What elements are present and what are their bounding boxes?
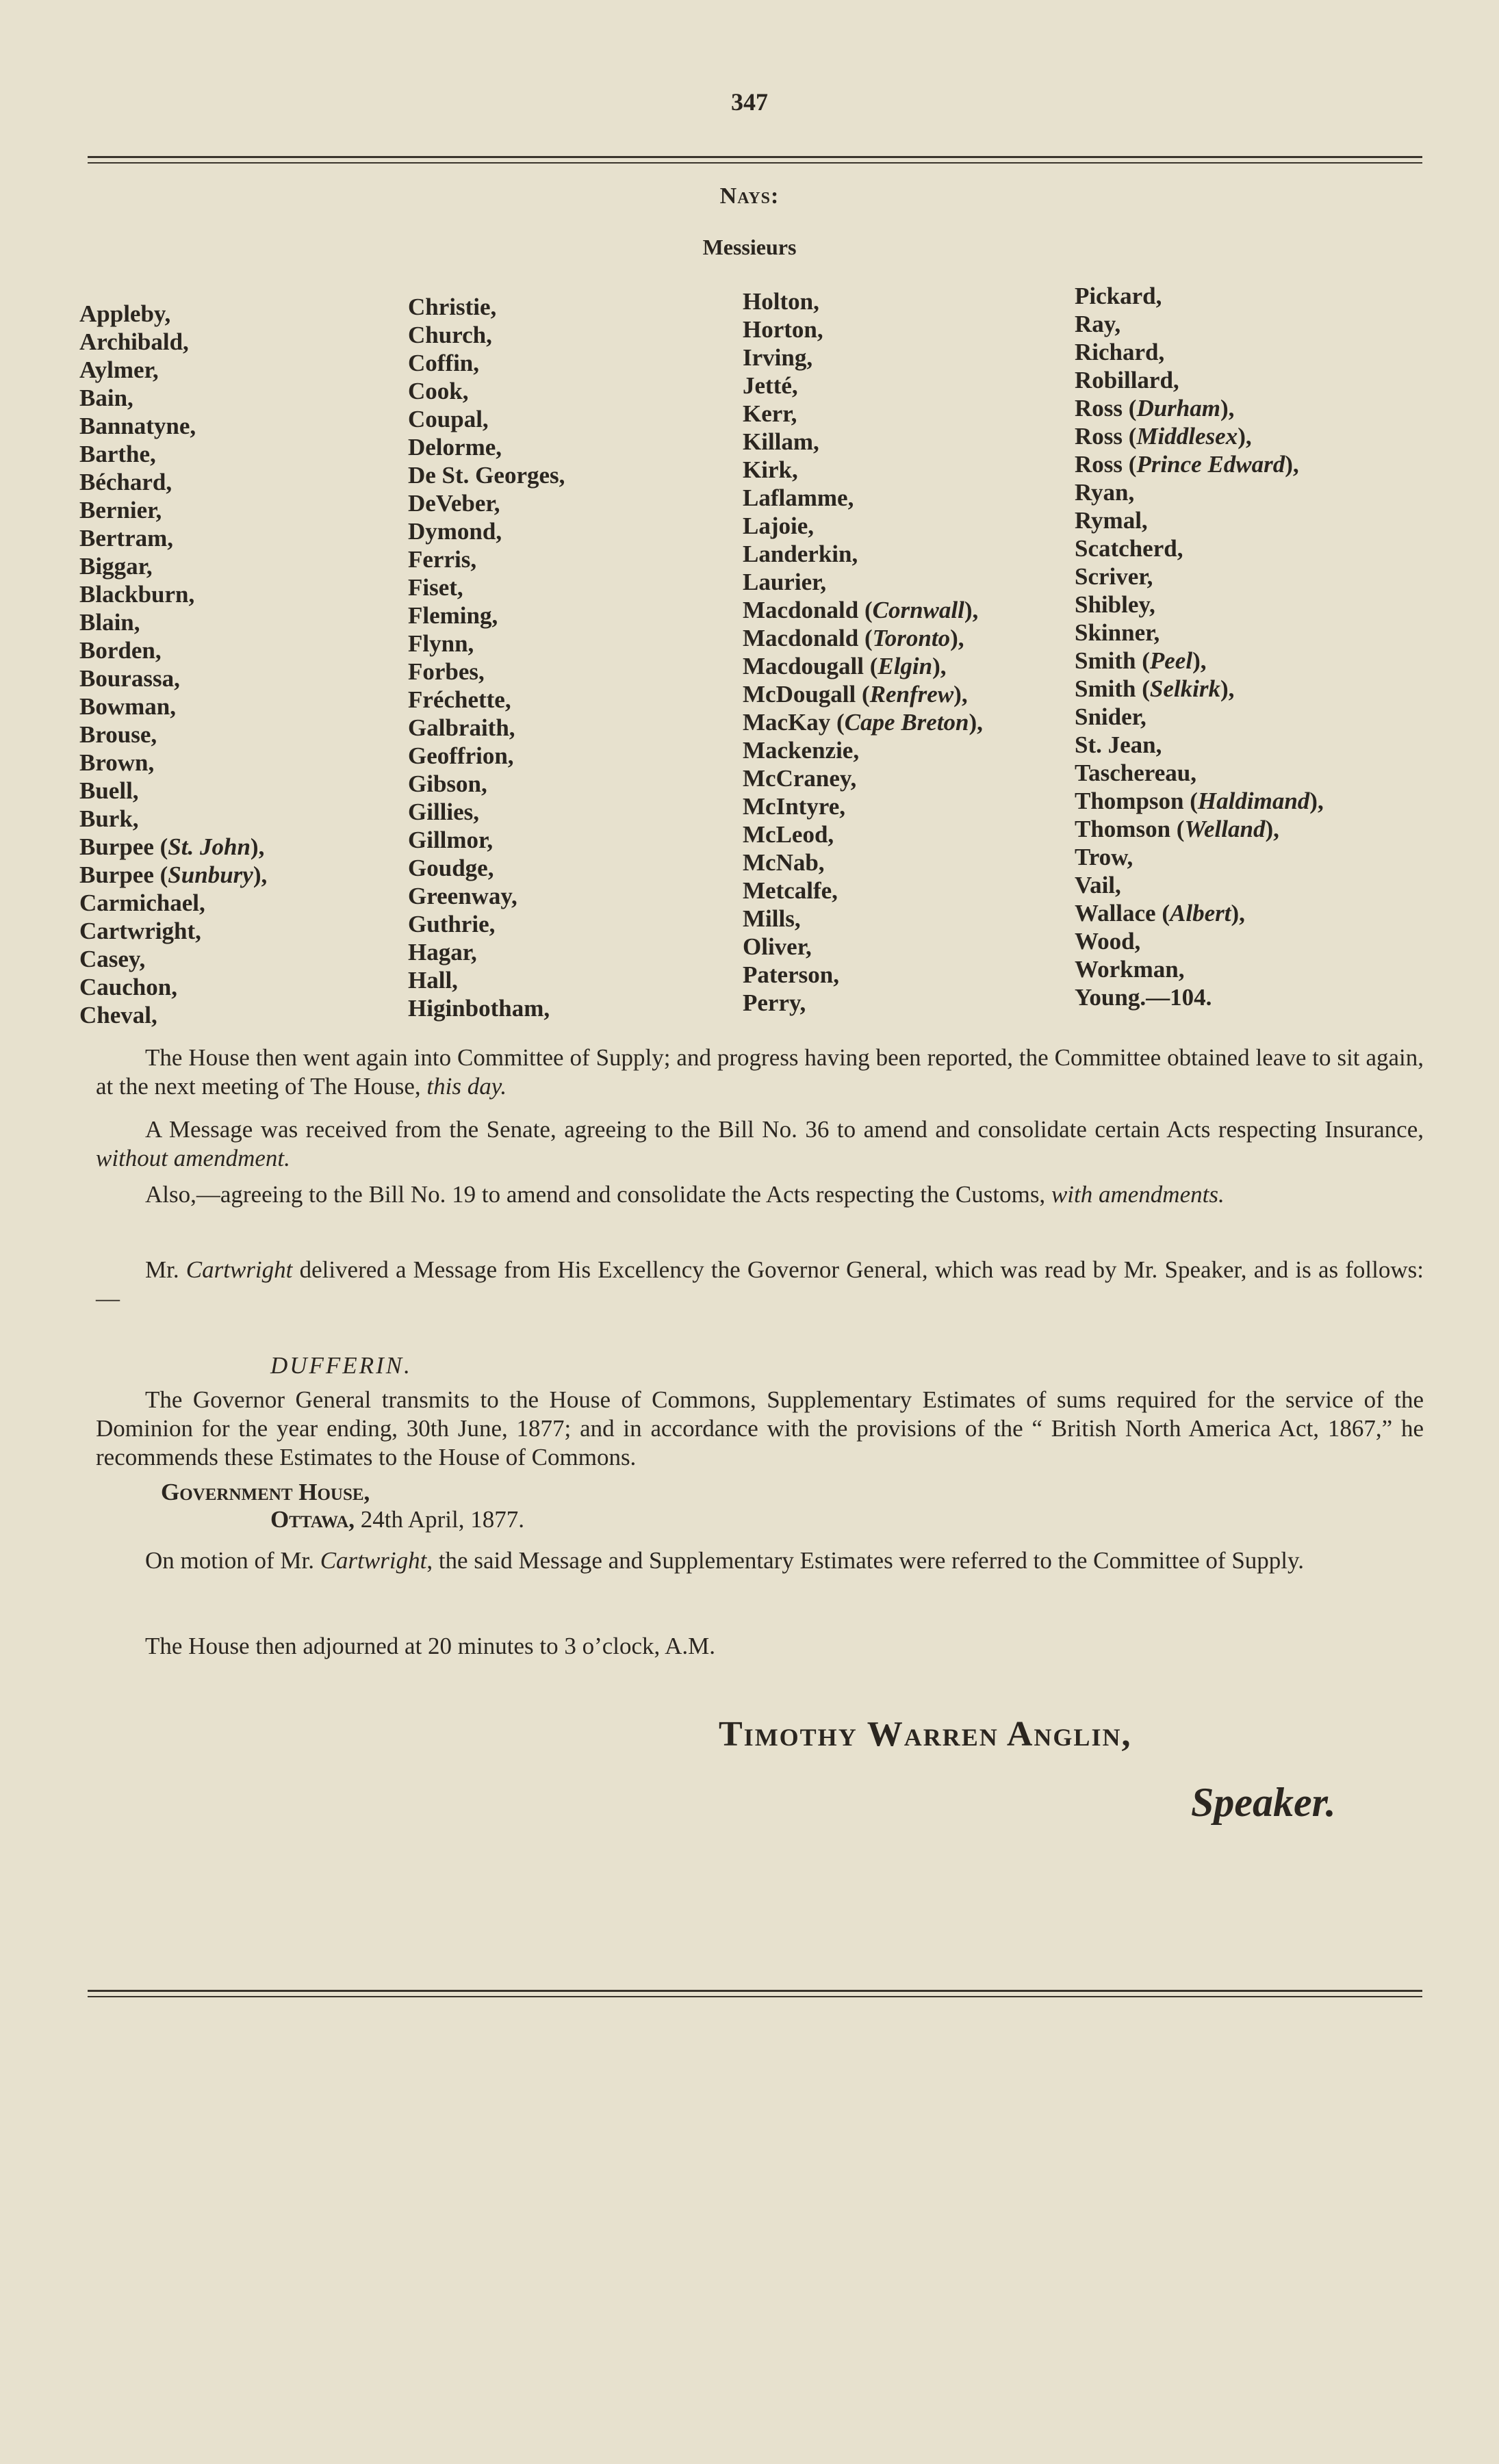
- paragraph-motion: On motion of Mr. Cartwright, the said Message and Supplementary Estimates were referred to the Committee of Supply.: [145, 1547, 1304, 1574]
- member-name: Blackburn,: [79, 581, 195, 608]
- member-name: Ross (Prince Edward),: [1075, 451, 1299, 478]
- member-name: Wallace (Albert),: [1075, 900, 1245, 926]
- page-number: 347: [731, 88, 768, 116]
- member-name: Brouse,: [79, 721, 157, 748]
- member-name: Mills,: [743, 905, 801, 932]
- member-name: Hagar,: [408, 939, 477, 965]
- paragraph-estimates: The Governor General transmits to the House of Commons, Supplementary Estimates of sums required for the service of the Dominion for the year ending, 30th June, 1877; and in accordance with the provisions of the “ British North America Act, 1867,” he recommends these Estimates to the House of Commons.: [96, 1386, 1424, 1470]
- member-name: Laflamme,: [743, 484, 854, 511]
- member-name: Rymal,: [1075, 507, 1148, 534]
- member-name: Bourassa,: [79, 665, 180, 692]
- bottom-double-rule: [88, 1990, 1422, 1997]
- names-column-2: [408, 293, 730, 1022]
- member-name: Laurier,: [743, 569, 827, 595]
- member-name: Fiset,: [408, 574, 463, 601]
- member-name: Guthrie,: [408, 911, 496, 937]
- top-double-rule: [88, 156, 1422, 164]
- messieurs-heading: Messieurs: [702, 235, 797, 259]
- member-name: Bain,: [79, 385, 133, 411]
- signature-name: Timothy Warren Anglin,: [719, 1715, 1132, 1754]
- member-name: Galbraith,: [408, 714, 515, 741]
- member-name: Ross (Durham),: [1075, 395, 1235, 422]
- dufferin-heading: DUFFERIN.: [270, 1352, 412, 1379]
- member-name: Bannatyne,: [79, 413, 196, 439]
- member-name: Blain,: [79, 609, 140, 636]
- member-name: Barthe,: [79, 441, 156, 467]
- member-name: Robillard,: [1075, 367, 1179, 393]
- member-name: McIntyre,: [743, 793, 845, 820]
- member-name: Perry,: [743, 989, 806, 1016]
- member-name: Irving,: [743, 344, 813, 371]
- member-name: Pickard,: [1075, 283, 1162, 309]
- member-name: McCraney,: [743, 765, 857, 792]
- member-name: Metcalfe,: [743, 877, 838, 904]
- member-name: McDougall (Renfrew),: [743, 681, 968, 708]
- member-name: Burk,: [79, 805, 139, 832]
- paragraph-governor-message: Mr. Cartwright delivered a Message from His Excellency the Governor General, which was read by Mr. Speaker, and is as follows:—: [96, 1256, 1424, 1312]
- member-name: Gillies,: [408, 799, 480, 825]
- member-name: Mackenzie,: [743, 737, 860, 764]
- names-column-4: [1075, 282, 1396, 1011]
- member-name: Carmichael,: [79, 890, 205, 916]
- member-name: Paterson,: [743, 961, 839, 988]
- member-name: Lajoie,: [743, 513, 815, 539]
- paragraph-customs-bill: Also,—agreeing to the Bill No. 19 to amend and consolidate the Acts respecting the Customs, with amendments.: [145, 1181, 1225, 1208]
- member-name: Thomson (Welland),: [1075, 816, 1279, 842]
- member-name: Brown,: [79, 749, 155, 776]
- member-name: Smith (Selkirk),: [1075, 675, 1235, 702]
- member-name: Casey,: [79, 946, 146, 972]
- member-name: Borden,: [79, 637, 162, 664]
- member-name: Cook,: [408, 378, 469, 404]
- member-name: Biggar,: [79, 553, 153, 580]
- member-name: Greenway,: [408, 883, 517, 909]
- member-name: Gibson,: [408, 770, 487, 797]
- member-name: Bernier,: [79, 497, 162, 523]
- paragraph-adjourned: The House then adjourned at 20 minutes to 3 o’clock, A.M.: [145, 1633, 716, 1659]
- member-name: Flynn,: [408, 630, 474, 657]
- member-name: Smith (Peel),: [1075, 647, 1207, 674]
- member-name: Wood,: [1075, 928, 1141, 955]
- member-name: Christie,: [408, 294, 497, 320]
- member-name: Workman,: [1075, 956, 1185, 983]
- member-name: Fleming,: [408, 602, 498, 629]
- member-name: Vail,: [1075, 872, 1121, 898]
- member-name: Kirk,: [743, 456, 798, 483]
- member-name: Landerkin,: [743, 541, 858, 567]
- member-name: Coupal,: [408, 406, 489, 432]
- member-name: Bertram,: [79, 525, 174, 552]
- member-name: Coffin,: [408, 350, 480, 376]
- member-name: Higinbotham,: [408, 995, 550, 1022]
- member-name: Appleby,: [79, 300, 171, 327]
- nays-heading: Nays:: [719, 183, 780, 209]
- member-name: Scatcherd,: [1075, 535, 1183, 562]
- member-name: Cauchon,: [79, 974, 177, 1000]
- member-name: Richard,: [1075, 339, 1165, 365]
- member-name: Taschereau,: [1075, 760, 1196, 786]
- member-name: Church,: [408, 322, 492, 348]
- member-name: Ferris,: [408, 546, 477, 573]
- member-name: Ryan,: [1075, 479, 1135, 506]
- member-name: Young.—104.: [1075, 984, 1212, 1011]
- member-name: Goudge,: [408, 855, 494, 881]
- member-name: Fréchette,: [408, 686, 511, 713]
- paragraph-senate-message: A Message was received from the Senate, agreeing to the Bill No. 36 to amend and consolidate certain Acts respecting Insurance, without amendment.: [96, 1116, 1424, 1171]
- member-name: Macdougall (Elgin),: [743, 653, 947, 679]
- member-name: St. Jean,: [1075, 731, 1162, 758]
- member-name: Hall,: [408, 967, 458, 994]
- member-name: Geoffrion,: [408, 742, 514, 769]
- member-name: Jetté,: [743, 372, 798, 399]
- member-name: Oliver,: [743, 933, 812, 960]
- member-name: Killam,: [743, 428, 819, 455]
- member-name: Horton,: [743, 316, 823, 343]
- member-name: McLeod,: [743, 821, 834, 848]
- member-name: Cartwright,: [79, 918, 201, 944]
- member-name: Gillmor,: [408, 827, 494, 853]
- member-name: Holton,: [743, 288, 819, 315]
- member-name: MacKay (Cape Breton),: [743, 709, 983, 736]
- member-name: Skinner,: [1075, 619, 1160, 646]
- member-name: Scriver,: [1075, 563, 1153, 590]
- member-name: Dymond,: [408, 518, 502, 545]
- member-name: De St. Georges,: [408, 462, 565, 489]
- ottawa-date-line: Ottawa, 24th April, 1877.: [270, 1506, 524, 1533]
- member-name: Forbes,: [408, 658, 485, 685]
- member-name: Ross (Middlesex),: [1075, 423, 1252, 450]
- member-name: Macdonald (Cornwall),: [743, 597, 979, 623]
- member-name: Macdonald (Toronto),: [743, 625, 964, 651]
- member-name: Trow,: [1075, 844, 1133, 870]
- paragraph-committee-supply: The House then went again into Committee of Supply; and progress having been reported, the Committee obtained leave to sit again, at the next meeting of The House, this day.: [96, 1044, 1424, 1100]
- member-name: Thompson (Haldimand),: [1075, 788, 1324, 814]
- member-name: Béchard,: [79, 469, 172, 495]
- member-name: Bowman,: [79, 693, 176, 720]
- member-name: Archibald,: [79, 328, 189, 355]
- member-name: Snider,: [1075, 703, 1146, 730]
- signature-title: Speaker.: [1191, 1780, 1336, 1825]
- member-name: Aylmer,: [79, 356, 159, 383]
- member-name: Buell,: [79, 777, 139, 804]
- member-name: Cheval,: [79, 1002, 157, 1028]
- member-name: Kerr,: [743, 400, 797, 427]
- member-name: DeVeber,: [408, 490, 500, 517]
- member-name: McNab,: [743, 849, 825, 876]
- government-house-line: Government House,: [161, 1479, 370, 1505]
- member-name: Burpee (St. John),: [79, 833, 265, 860]
- names-column-1: [79, 300, 401, 1029]
- member-name: Burpee (Sunbury),: [79, 861, 268, 888]
- member-name: Delorme,: [408, 434, 502, 461]
- member-name: Ray,: [1075, 311, 1121, 337]
- names-column-3: [743, 287, 1064, 1017]
- member-name: Shibley,: [1075, 591, 1155, 618]
